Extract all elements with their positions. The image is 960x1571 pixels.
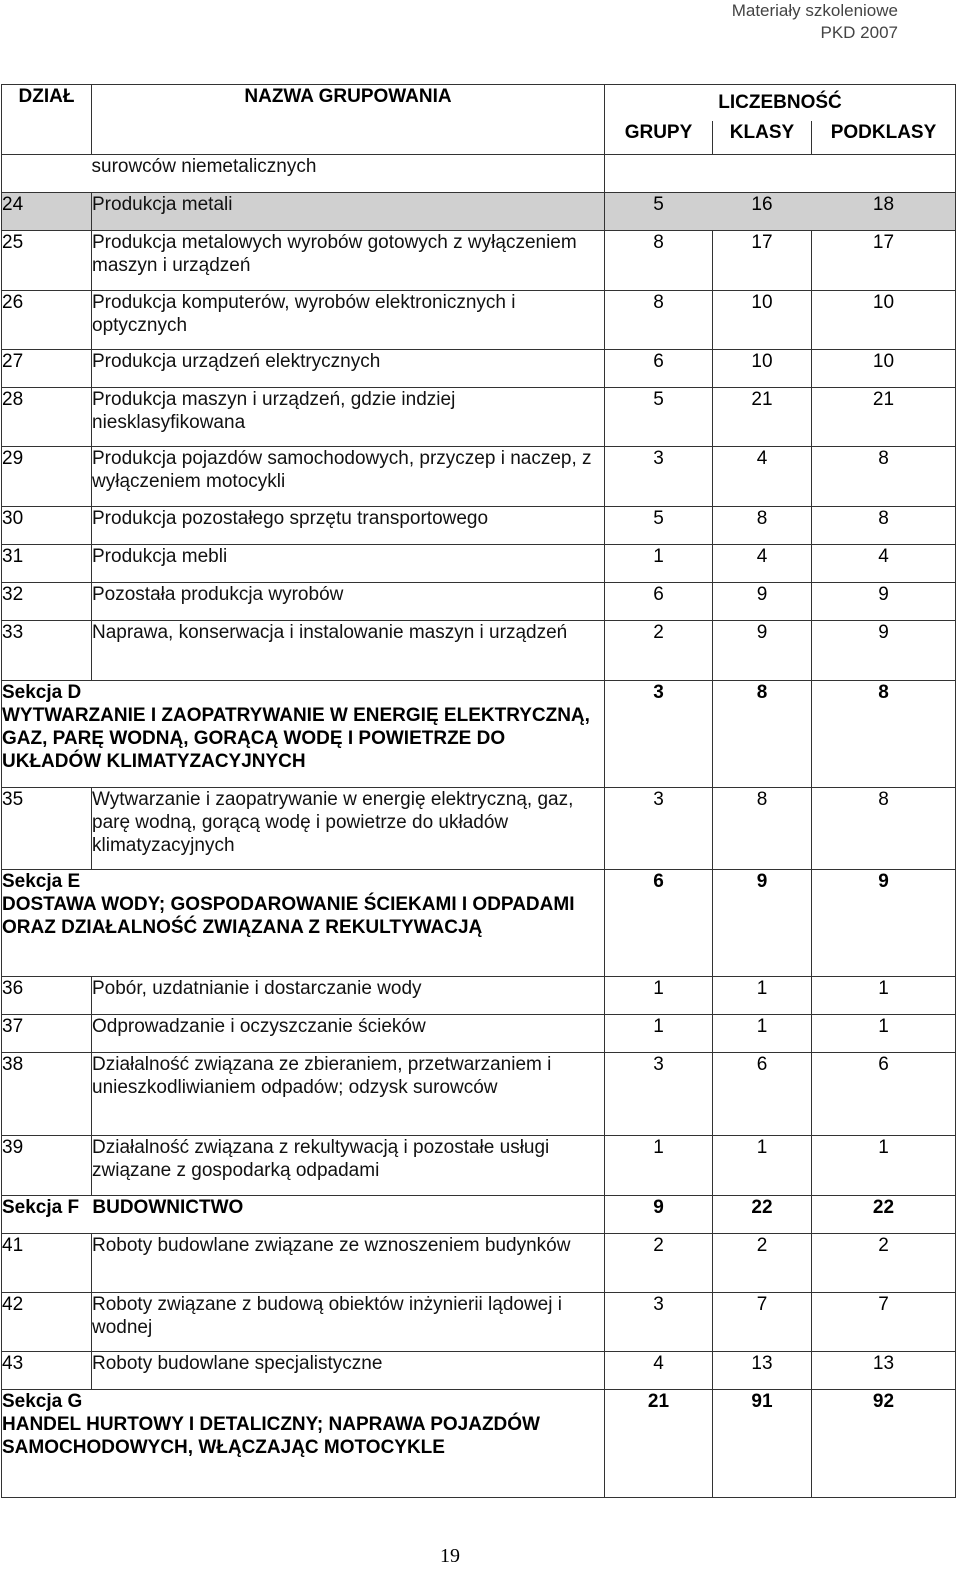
count-klasy: 4	[713, 447, 812, 507]
section-count-grupy: 21	[605, 1390, 713, 1498]
count-klasy: 6	[713, 1053, 812, 1136]
division-name: Produkcja metali	[92, 193, 605, 231]
count-grupy: 5	[605, 507, 713, 545]
division-code: 25	[2, 231, 92, 291]
division-name: Produkcja pojazdów samochodowych, przyczep i naczep, z wyłączeniem motocykli	[92, 447, 605, 507]
section-header	[2, 1196, 605, 1234]
section-title: WYTWARZANIE I ZAOPATRYWANIE W ENERGIĘ ELEKTRYCZNĄ, GAZ, PARĘ WODNĄ, GORĄCĄ WODĘ I POWIETRZE DO UKŁADÓW KLIMATYZACYJNYCH	[2, 705, 590, 772]
count-klasy: 1	[713, 1136, 812, 1196]
count-klasy: 2	[713, 1234, 812, 1293]
division-code: 36	[2, 977, 92, 1015]
table-row	[2, 1053, 956, 1136]
section-count-grupy: 3	[605, 681, 713, 788]
count-klasy: 1	[713, 1015, 812, 1053]
section-label: Sekcja E	[2, 871, 81, 892]
division-name: Roboty budowlane specjalistyczne	[92, 1352, 605, 1390]
division-name: Naprawa, konserwacja i instalowanie maszyn i urządzeń	[92, 621, 605, 681]
division-code: 33	[2, 621, 92, 681]
section-count-klasy: 8	[713, 681, 812, 788]
count-grupy: 8	[605, 231, 713, 291]
count-grupy: 2	[605, 1234, 713, 1293]
section-row	[2, 870, 956, 977]
continuation-text: surowców niemetalicznych	[92, 155, 605, 193]
division-code: 42	[2, 1293, 92, 1352]
division-code: 24	[2, 193, 92, 231]
division-name: Produkcja metalowych wyrobów gotowych z wyłączeniem maszyn i urządzeń	[92, 231, 605, 291]
count-podklasy: 21	[812, 388, 956, 447]
table-row	[2, 545, 956, 583]
section-title: HANDEL HURTOWY I DETALICZNY; NAPRAWA POJAZDÓW SAMOCHODOWYCH, WŁĄCZAJĄC MOTOCYKLE	[2, 1414, 540, 1458]
count-klasy: 9	[713, 621, 812, 681]
count-grupy: 5	[605, 193, 713, 231]
count-grupy: 1	[605, 1015, 713, 1053]
section-count-klasy: 22	[713, 1196, 812, 1234]
section-row	[2, 1390, 956, 1498]
division-code: 38	[2, 1053, 92, 1136]
table-row	[2, 1015, 956, 1053]
division-name: Roboty budowlane związane ze wznoszeniem budynków	[92, 1234, 605, 1293]
col-header-klasy: KLASY	[713, 121, 812, 155]
section-label: Sekcja G	[2, 1391, 83, 1412]
count-podklasy: 7	[812, 1293, 956, 1352]
count-grupy: 2	[605, 621, 713, 681]
count-grupy: 8	[605, 291, 713, 350]
count-podklasy: 9	[812, 583, 956, 621]
division-code: 43	[2, 1352, 92, 1390]
section-title: BUDOWNICTWO	[92, 1197, 244, 1218]
col-header-nazwa: NAZWA GRUPOWANIA	[92, 85, 605, 155]
count-klasy: 7	[713, 1293, 812, 1352]
table-row	[2, 507, 956, 545]
division-name: Produkcja komputerów, wyrobów elektronicznych i optycznych	[92, 291, 605, 350]
header-subtitle: PKD 2007	[820, 23, 898, 42]
count-klasy: 10	[713, 291, 812, 350]
count-grupy: 4	[605, 1352, 713, 1390]
count-podklasy: 9	[812, 621, 956, 681]
pkd-table	[1, 84, 956, 1498]
division-code: 32	[2, 583, 92, 621]
count-klasy: 17	[713, 231, 812, 291]
count-klasy: 21	[713, 388, 812, 447]
division-code: 30	[2, 507, 92, 545]
table-row	[2, 350, 956, 388]
header-title: Materiały szkoleniowe	[731, 1, 898, 20]
division-code: 29	[2, 447, 92, 507]
col-header-dzial: DZIAŁ	[2, 85, 92, 155]
count-podklasy: 13	[812, 1352, 956, 1390]
division-name: Pobór, uzdatnianie i dostarczanie wody	[92, 977, 605, 1015]
division-name: Pozostała produkcja wyrobów	[92, 583, 605, 621]
count-podklasy: 1	[812, 1015, 956, 1053]
count-grupy: 6	[605, 350, 713, 388]
count-klasy: 9	[713, 583, 812, 621]
col-header-podklasy: PODKLASY	[812, 121, 956, 155]
division-code: 28	[2, 388, 92, 447]
count-grupy: 3	[605, 1293, 713, 1352]
count-klasy: 16	[713, 193, 812, 231]
division-name: Roboty związane z budową obiektów inżynierii lądowej i wodnej	[92, 1293, 605, 1352]
table-row	[2, 788, 956, 870]
division-code: 26	[2, 291, 92, 350]
count-podklasy: 8	[812, 788, 956, 870]
table-row	[2, 291, 956, 350]
count-grupy: 1	[605, 1136, 713, 1196]
division-name: Produkcja pozostałego sprzętu transportowego	[92, 507, 605, 545]
division-code: 39	[2, 1136, 92, 1196]
section-header	[2, 681, 605, 788]
table-body	[2, 155, 956, 1498]
count-klasy: 4	[713, 545, 812, 583]
count-klasy: 10	[713, 350, 812, 388]
division-code: 37	[2, 1015, 92, 1053]
count-podklasy: 4	[812, 545, 956, 583]
table-row	[2, 621, 956, 681]
count-podklasy: 10	[812, 291, 956, 350]
division-name: Odprowadzanie i oczyszczanie ścieków	[92, 1015, 605, 1053]
count-grupy: 1	[605, 977, 713, 1015]
count-grupy: 3	[605, 447, 713, 507]
count-klasy: 1	[713, 977, 812, 1015]
section-count-podklasy: 22	[812, 1196, 956, 1234]
section-label: Sekcja D	[2, 682, 82, 703]
division-name: Działalność związana ze zbieraniem, przetwarzaniem i unieszkodliwianiem odpadów; odzysk surowców	[92, 1053, 605, 1136]
section-label: Sekcja F	[2, 1197, 80, 1218]
count-podklasy: 18	[812, 193, 956, 231]
table-row	[2, 977, 956, 1015]
division-name: Wytwarzanie i zaopatrywanie w energię elektryczną, gaz, parę wodną, gorącą wodę i powietrze do układów klimatyzacyjnych	[92, 788, 605, 870]
count-podklasy: 8	[812, 507, 956, 545]
table-row	[2, 1293, 956, 1352]
table-row	[2, 447, 956, 507]
section-row	[2, 1196, 956, 1234]
section-header	[2, 870, 605, 977]
col-header-liczebnosc: LICZEBNOŚĆ	[605, 85, 956, 121]
count-podklasy: 1	[812, 977, 956, 1015]
count-grupy: 3	[605, 1053, 713, 1136]
count-podklasy: 8	[812, 447, 956, 507]
count-podklasy: 1	[812, 1136, 956, 1196]
section-count-klasy: 91	[713, 1390, 812, 1498]
table-row	[2, 231, 956, 291]
section-count-grupy: 6	[605, 870, 713, 977]
count-podklasy: 10	[812, 350, 956, 388]
table-row	[2, 1352, 956, 1390]
section-header	[2, 1390, 605, 1498]
section-count-podklasy: 8	[812, 681, 956, 788]
division-name: Produkcja urządzeń elektrycznych	[92, 350, 605, 388]
col-header-grupy: GRUPY	[605, 121, 713, 155]
division-code: 41	[2, 1234, 92, 1293]
section-count-podklasy: 92	[812, 1390, 956, 1498]
page-number: 19	[440, 1545, 460, 1567]
division-code: 31	[2, 545, 92, 583]
count-klasy: 8	[713, 788, 812, 870]
section-count-klasy: 9	[713, 870, 812, 977]
division-code: 27	[2, 350, 92, 388]
table-row	[2, 193, 956, 231]
count-grupy: 1	[605, 545, 713, 583]
document-header	[732, 0, 898, 44]
division-code: 35	[2, 788, 92, 870]
continuation-row	[2, 155, 956, 193]
section-count-podklasy: 9	[812, 870, 956, 977]
table-row	[2, 583, 956, 621]
section-count-grupy: 9	[605, 1196, 713, 1234]
count-podklasy: 2	[812, 1234, 956, 1293]
division-name: Produkcja mebli	[92, 545, 605, 583]
table-row	[2, 1136, 956, 1196]
table-row	[2, 1234, 956, 1293]
count-grupy: 6	[605, 583, 713, 621]
section-title: DOSTAWA WODY; GOSPODAROWANIE ŚCIEKAMI I ODPADAMI ORAZ DZIAŁALNOŚĆ ZWIĄZANA Z REKULTYWACJĄ	[2, 894, 575, 938]
division-name: Produkcja maszyn i urządzeń, gdzie indziej niesklasyfikowana	[92, 388, 605, 447]
table-row	[2, 388, 956, 447]
count-podklasy: 17	[812, 231, 956, 291]
division-name: Działalność związana z rekultywacją i pozostałe usługi związane z gospodarką odpadami	[92, 1136, 605, 1196]
section-row	[2, 681, 956, 788]
count-grupy: 5	[605, 388, 713, 447]
count-podklasy: 6	[812, 1053, 956, 1136]
count-grupy: 3	[605, 788, 713, 870]
count-klasy: 13	[713, 1352, 812, 1390]
count-klasy: 8	[713, 507, 812, 545]
